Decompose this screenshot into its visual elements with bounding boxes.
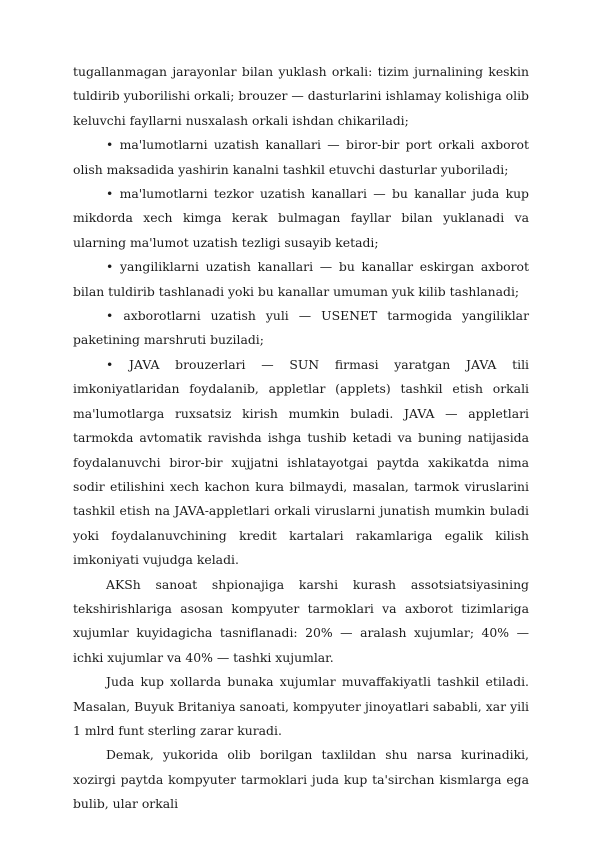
bullet-data-transfer-channels: • ma'lumotlarni uzatish kanallari — biror-bir port orkali axborot olish maksadida yashirin kanalni tashkil etuvchi dasturlar yuboriladi; bbox=[73, 137, 529, 177]
bullet-java-browsers: • JAVA brouzerlari — SUN firmasi yaratgan JAVA tili imkoniyatlaridan foydalanib, appletlar (applets) tashkil etish orkali ma'lumotlarga ruxsatsiz kirish mumkin buladi. JAVA — appletlari tarmokda avtomatik ravishda ishga tushib ketadi va buning natijasida foydalanuvchi biror-bir xujjatni ishlatayotgai paytda xakikatda nima sodir etilishini xech kachon kura bilmaydi, masalan, tarmok viruslarini tashkil etish na JAVA-appletlari orkali viruslarni junatish mumkin buladi yoki foydalanuvchining kredit kartalari rakamlariga egalik kilish imkoniyati vujudga keladi. bbox=[73, 356, 529, 568]
paragraph-attack-statistics: AKSh sanoat shpionajiga karshi kurash assotsiatsiyasining tekshirishlariga asosan kompyuter tarmoklari va axborot tizimlariga xujumlar kuyidagicha tasniflanadi: 20% — aralash xujumlar; 40% — ichki xujumlar va 40% — tashki xujumlar. bbox=[73, 576, 529, 665]
paragraph-continuation: tugallanmagan jarayonlar bilan yuklash orkali: tizim jurnalining keskin tuldirib yuborilishi orkali; brouzer — dasturlarini ishlamay kolishiga olib keluvchi fayllarni nusxalash orkali ishdan chikariladi; bbox=[73, 64, 529, 128]
paragraph-successful-attacks: Juda kup xollarda bunaka xujumlar muvaffakiyatli tashkil etiladi. Masalan, Buyuk Britaniya sanoati, kompyuter jinoyatlari sababli, xar yili 1 mlrd funt sterling zarar kuradi. bbox=[73, 674, 529, 738]
document-body bbox=[73, 60, 529, 817]
bullet-news-channels: • yangiliklarni uzatish kanallari — bu kanallar eskirgan axborot bilan tuldirib tashlanadi yoki bu kanallar umuman yuk kilib tashlanadi; bbox=[73, 259, 529, 299]
paragraph-conclusion: Demak, yukorida olib borilgan taxlildan shu narsa kurinadiki, xozirgi paytda kompyuter tarmoklari juda kup ta'sirchan kismlarga ega bulib, ular orkali bbox=[73, 747, 529, 812]
bullet-information-route: • axborotlarni uzatish yuli — USENET tarmogida yangiliklar paketining marshruti buziladi; bbox=[73, 308, 529, 348]
bullet-fast-transfer-channels: • ma'lumotlarni tezkor uzatish kanallari — bu kanallar juda kup mikdorda xech kimga kerak bulmagan fayllar bilan yuklanadi va ularning ma'lumot uzatish tezligi susayib ketadi; bbox=[73, 186, 529, 250]
